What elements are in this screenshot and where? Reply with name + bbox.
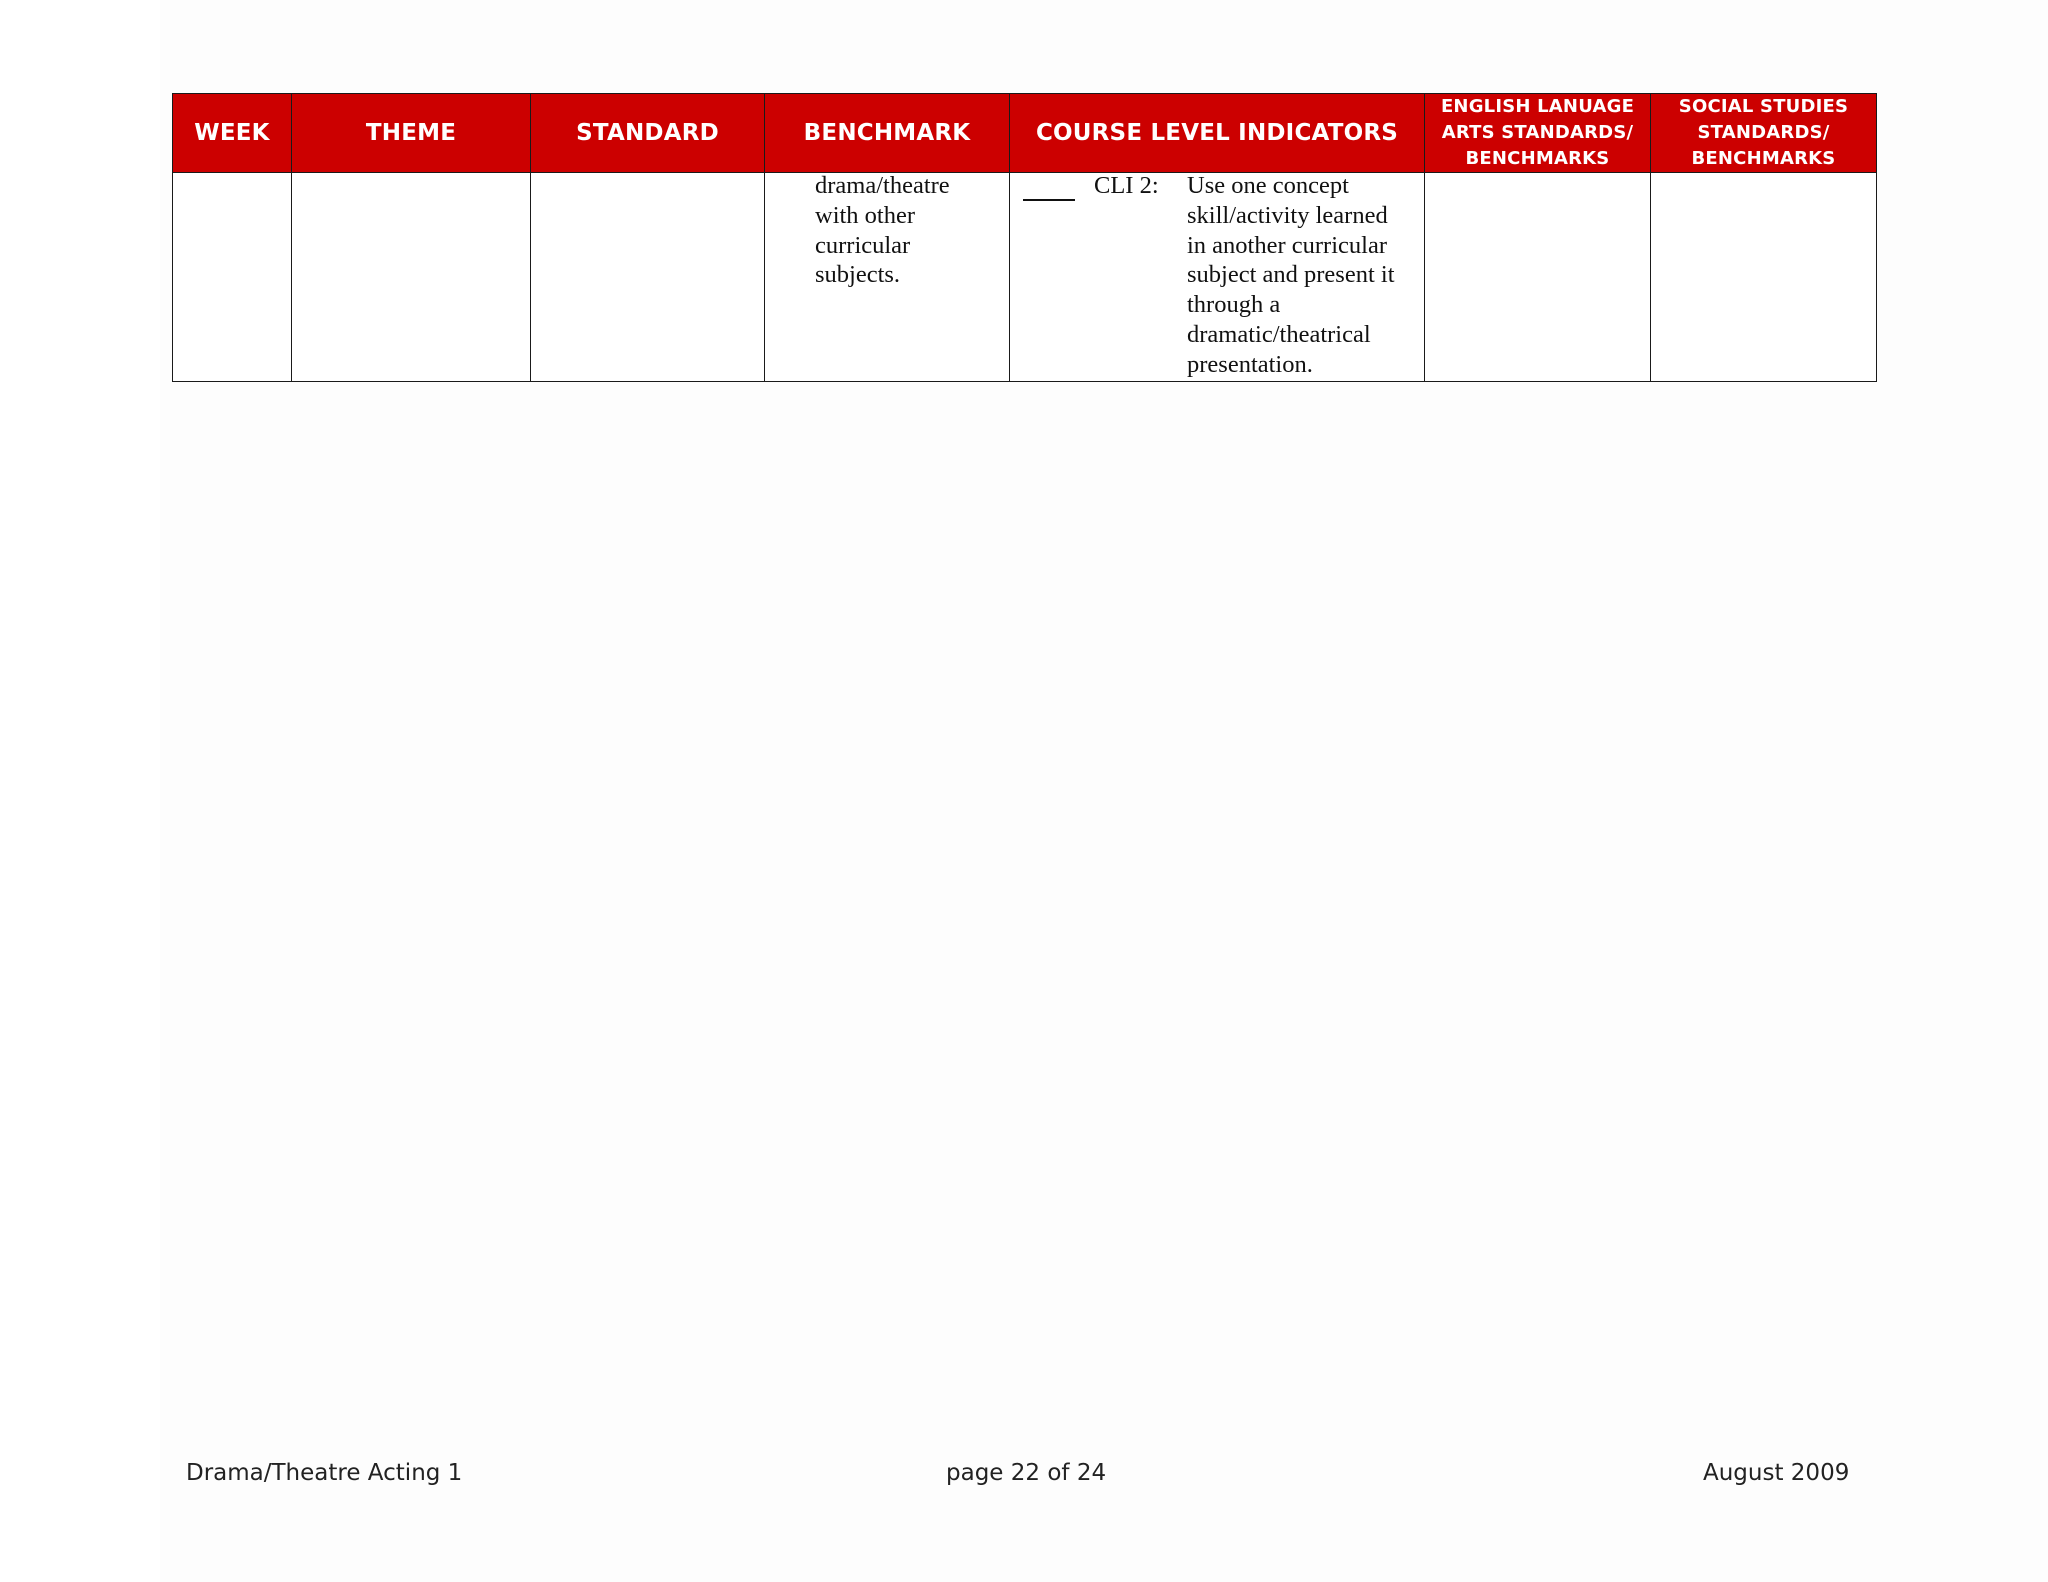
cli-line: presentation. — [1187, 350, 1313, 378]
cell-social-studies-standards — [1651, 173, 1877, 382]
curriculum-table — [172, 93, 1877, 382]
header-benchmark: BENCHMARK — [765, 94, 1010, 173]
footer-page-number: page 22 of 24 — [946, 1460, 1107, 1486]
table-row — [173, 173, 1877, 382]
header-ela-standards — [1425, 94, 1651, 173]
footer-date: August 2009 — [1703, 1460, 1850, 1486]
page-margin — [0, 0, 160, 1582]
cli-line: Use one concept — [1187, 172, 1349, 199]
header-social-studies-standards — [1651, 94, 1877, 173]
cell-theme — [292, 173, 531, 382]
benchmark-text — [765, 171, 1009, 290]
header-standard: STANDARD — [531, 94, 765, 173]
header-ss-line: SOCIAL STUDIES — [1678, 96, 1849, 117]
header-ela-line: ENGLISH LANUAGE — [1440, 96, 1635, 117]
benchmark-line: drama/theatre — [815, 172, 950, 199]
benchmark-line: curricular — [815, 231, 911, 259]
header-ela-line: ARTS STANDARDS/ — [1441, 122, 1634, 143]
cli-line: in another curricular — [1187, 231, 1387, 259]
header-row — [173, 94, 1877, 173]
benchmark-line: subjects. — [815, 261, 901, 289]
header-ss-line: BENCHMARKS — [1691, 148, 1836, 169]
cli-label: CLI 2: — [1094, 172, 1159, 199]
footer-course-title: Drama/Theatre Acting 1 — [186, 1460, 463, 1486]
header-theme: THEME — [292, 94, 531, 173]
cli-line: subject and present it — [1187, 261, 1395, 289]
header-ela-line: BENCHMARKS — [1465, 148, 1610, 169]
header-course-level-indicators: COURSE LEVEL INDICATORS — [1010, 94, 1425, 173]
cli-line: through a — [1187, 291, 1281, 319]
cli-item — [1010, 173, 1424, 381]
header-ss-line: STANDARDS/ — [1697, 122, 1830, 143]
cli-line: dramatic/theatrical — [1187, 320, 1371, 348]
cell-course-level-indicators — [1010, 173, 1425, 382]
cli-checkbox-blank[interactable] — [1023, 177, 1075, 201]
cell-standard — [531, 173, 765, 382]
cli-line: skill/activity learned — [1187, 201, 1388, 229]
cell-benchmark — [765, 173, 1010, 382]
cli-description — [1187, 171, 1422, 380]
header-week: WEEK — [173, 94, 292, 173]
cell-week — [173, 173, 292, 382]
cell-ela-standards — [1425, 173, 1651, 382]
benchmark-line: with other — [815, 201, 916, 229]
